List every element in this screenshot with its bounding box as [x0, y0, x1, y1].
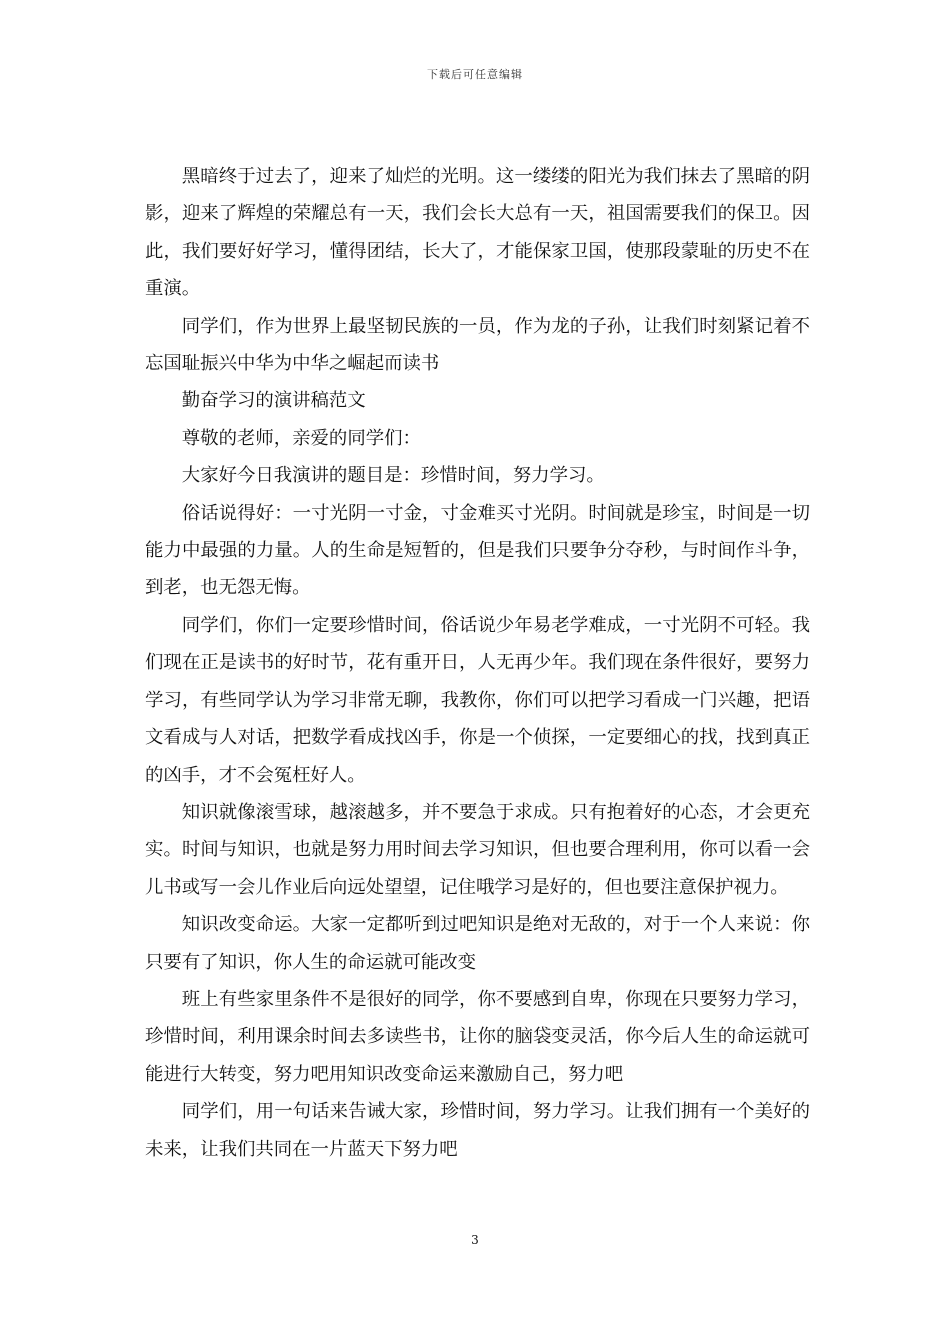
paragraph: 俗话说得好：一寸光阴一寸金，寸金难买寸光阴。时间就是珍宝，时间是一切能力中最强的力量。人的生命是短暂的，但是我们只要争分夺秒，与时间作斗争，到老，也无怨无悔。 — [145, 502, 810, 599]
paragraph: 知识就像滚雪球，越滚越多，并不要急于求成。只有抱着好的心态，才会更充实。时间与知识，也就是努力用时间去学习知识，但也要合理利用，你可以看一会儿书或写一会儿作业后向远处望望，记住哦学习是好的，但也要注意保护视力。 — [145, 801, 810, 898]
document-body — [145, 158, 810, 1168]
paragraph: 同学们，你们一定要珍惜时间，俗话说少年易老学难成，一寸光阴不可轻。我们现在正是读书的好时节，花有重开日，人无再少年。我们现在条件很好，要努力学习，有些同学认为学习非常无聊，我教你，你们可以把学习看成一门兴趣，把语文看成与人对话，把数学看成找凶手，你是一个侦探，一定要细心的找，找到真正的凶手，才不会冤枉好人。 — [145, 614, 810, 786]
page-number: 3 — [471, 1233, 479, 1247]
section-title: 勤奋学习的演讲稿范文 — [181, 390, 366, 412]
paragraph: 班上有些家里条件不是很好的同学，你不要感到自卑，你现在只要努力学习，珍惜时间，利用课余时间去多读些书，让你的脑袋变灵活，你今后人生的命运就可能进行大转变，努力吧用知识改变命运来激励自己，努力吧 — [145, 988, 810, 1085]
paragraph: 知识改变命运。大家一定都听到过吧知识是绝对无敌的，对于一个人来说：你只要有了知识，你人生的命运就可能改变 — [145, 914, 810, 973]
page-header: 下载后可任意编辑 — [427, 68, 523, 81]
paragraph: 黑暗终于过去了，迎来了灿烂的光明。这一缕缕的阳光为我们抹去了黑暗的阴影，迎来了辉煌的荣耀总有一天，我们会长大总有一天，祖国需要我们的保卫。因此，我们要好好学习，懂得团结，长大了，才能保家卫国，使那段蒙耻的历史不在重演。 — [145, 166, 810, 300]
paragraph: 同学们，用一句话来告诫大家，珍惜时间，努力学习。让我们拥有一个美好的未来，让我们共同在一片蓝天下努力吧 — [145, 1101, 810, 1160]
paragraph: 大家好今日我演讲的题目是：珍惜时间，努力学习。 — [181, 465, 605, 487]
salutation: 尊敬的老师，亲爱的同学们： — [181, 427, 421, 449]
paragraph: 同学们，作为世界上最坚韧民族的一员，作为龙的子孙，让我们时刻紧记着不忘国耻振兴中华为中华之崛起而读书 — [145, 315, 810, 375]
